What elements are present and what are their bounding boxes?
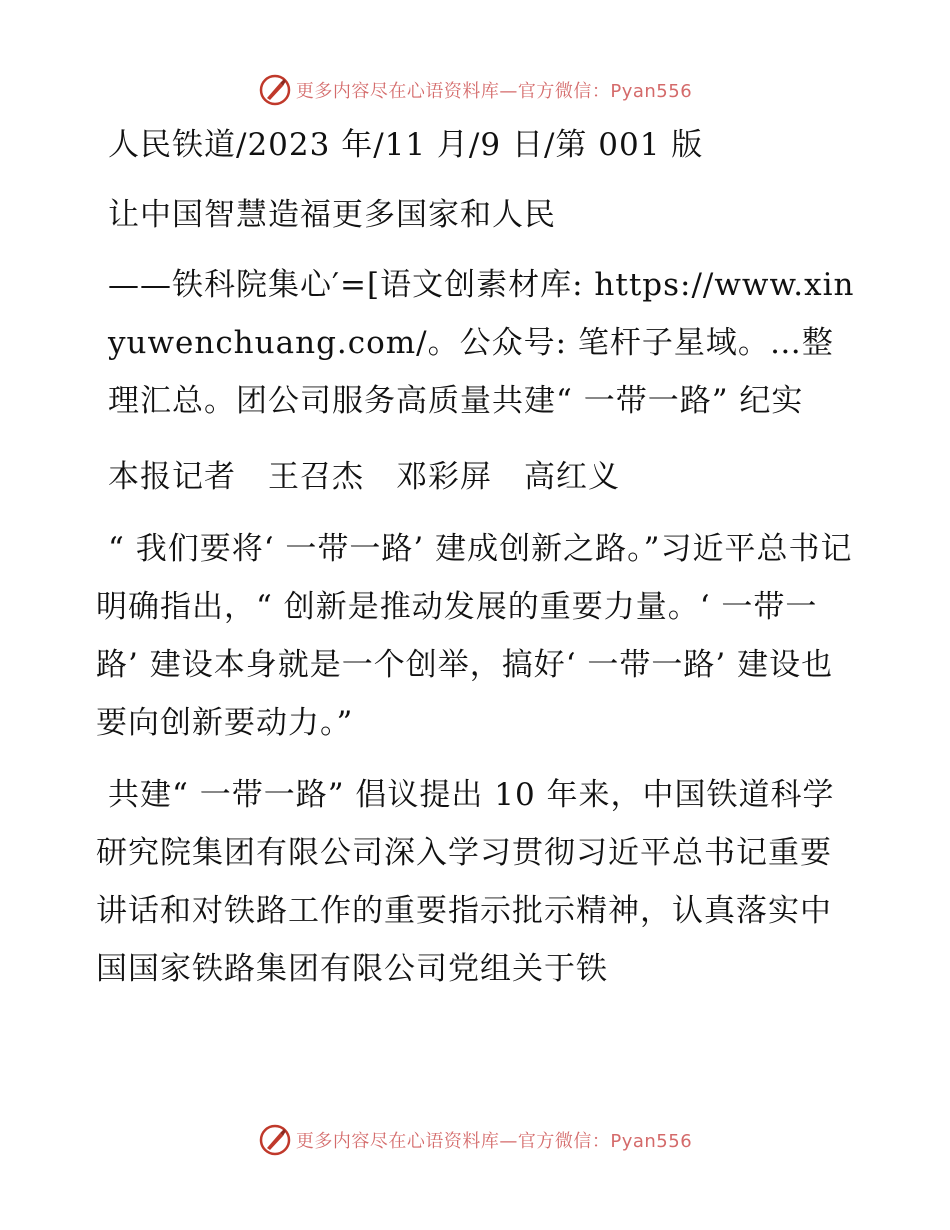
byline: 本报记者 王召杰 邓彩屏 高红义	[108, 459, 620, 495]
article	[96, 116, 856, 998]
paragraph: 共建“ 一带一路” 倡议提出 10 年来，中国铁道科学研究院集团有限公司深入学习贯彻习近平总书记重要讲话和对铁路工作的重要指示批示精神，认真落实中国国家铁路集团有限公司党组关于铁	[96, 777, 835, 987]
dateline: 人民铁道/2023 年/11 月/9 日/第 001 版	[108, 127, 704, 163]
article-title: 让中国智慧造福更多国家和人民	[108, 197, 556, 233]
watermark-footer	[0, 1120, 950, 1160]
paragraph: “ 我们要将‘ 一带一路’ 建成创新之路。”习近平总书记明确指出，“ 创新是推动发展的重要力量。‘ 一带一路’ 建设本身就是一个创举，搞好‘ 一带一路’ 建设也要向创新要动力。”	[96, 531, 853, 741]
article-subtitle: ——铁科院集心′=[语文创素材库: https://www.xinyuwenchuang.com/。公众号: 笔杆子星域。…整理汇总。团公司服务高质量共建“ 一带一路” 纪实	[108, 267, 855, 419]
watermark-text: 更多内容尽在心语资料库—官方微信：Pyan556	[295, 81, 693, 102]
pen-logo-icon	[258, 1123, 292, 1157]
watermark-header	[0, 70, 950, 110]
watermark-text: 更多内容尽在心语资料库—官方微信：Pyan556	[295, 1131, 693, 1152]
pen-logo-icon	[258, 73, 292, 107]
